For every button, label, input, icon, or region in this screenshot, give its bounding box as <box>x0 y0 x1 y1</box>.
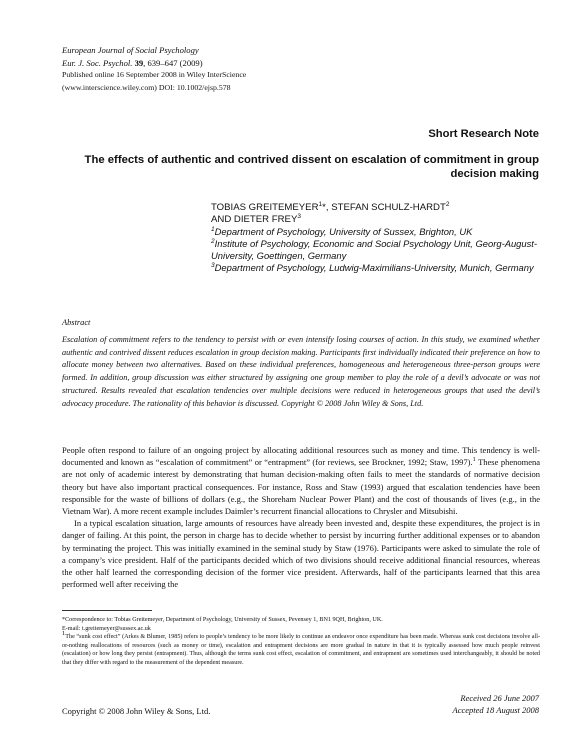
footnote-ref-1: 1 <box>472 456 476 464</box>
email-note: E-mail: t.greitemeyer@sussex.ac.uk <box>62 625 151 632</box>
paragraph-2: In a typical escalation situation, large amounts of resources have already been invested and, despite these expenditures, the project is in danger of failing. At this point, the person in charge has to decide whether to persist by incurring further additional expenses or to abandon by terminating the project. This was initially examined in the seminal study by Staw (1976). Participants were asked to simulate the role of a company’s vice president. Half of the participants decided which of two divisions should receive additional financial resources, whereas the other half learned the corresponding decision of the former vice president. Afterwards, half of the participants learned that this area performed well after receiving the <box>62 518 540 590</box>
author-list <box>211 202 531 226</box>
affiliation-2-text: Institute of Psychology, Economic and Social Psychology Unit, Georg-August-University, Goettingen, Germany <box>211 238 538 261</box>
published-online: Published online 16 September 2008 in Wiley InterScience <box>62 70 247 80</box>
affiliation-2 <box>211 238 541 262</box>
footnotes <box>62 616 540 668</box>
affiliation-1 <box>211 226 541 238</box>
affiliation-3 <box>211 262 541 274</box>
affiliation-1-sup: 1 <box>211 225 215 233</box>
corresponding-mark: * <box>322 202 326 213</box>
author-2: , STEFAN SCHULZ-HARDT <box>325 202 446 213</box>
paper-title: The effects of authentic and contrived dissent on escalation of commitment in group decision making <box>84 154 539 180</box>
footnote-1-sup: 1 <box>62 630 66 638</box>
affiliations <box>211 226 541 274</box>
affiliation-1-text: Department of Psychology, University of Sussex, Brighton, UK <box>214 226 473 237</box>
correspondence-note: *Correspondence to: Tobias Greitemeyer, Department of Psychology, University of Sussex, Pevensey 1, BN1 9QH, Brighton, UK. <box>62 617 383 623</box>
footnote-1 <box>62 630 540 667</box>
footnote-divider <box>62 610 152 611</box>
journal-abbrev: Eur. J. Soc. Psychol. <box>62 57 133 68</box>
affiliation-3-sup: 3 <box>211 261 215 269</box>
journal-pages: , 639–647 (2009) <box>143 57 203 68</box>
section-label: Short Research Note <box>428 128 539 140</box>
received-dates <box>453 693 539 716</box>
body-text <box>62 444 540 590</box>
journal-citation <box>62 57 246 70</box>
abstract-heading: Abstract <box>62 318 91 327</box>
author-2-sup: 2 <box>445 200 450 208</box>
journal-volume: 39 <box>134 57 144 68</box>
journal-doi: (www.interscience.wiley.com) DOI: 10.1002/ejsp.578 <box>62 82 231 92</box>
affiliation-2-sup: 2 <box>211 237 215 245</box>
journal-header <box>62 44 246 94</box>
author-3-sup: 3 <box>297 212 301 220</box>
abstract-text: Escalation of commitment refers to the tendency to persist with or even intensify losing courses of action. In this study, we examined whether authentic and contrived dissent reduces escalation in group decision making. Participants first individually indicated their preference on how to allocate money between two alternatives. Based on these individual preferences, homogeneous and heterogeneous three-person groups were formed. In addition, group discussion was either structured by assigning one group member to play the role of a devil’s advocate or was not structured. Results revealed that escalation tendencies over multiple decisions were reduced in heterogeneous groups that used the devil’s advocacy procedure. The rationality of this behavior is discussed. Copyright © 2008 John Wiley & Sons, Ltd. <box>62 335 540 408</box>
accepted-date: Accepted 18 August 2008 <box>452 704 539 715</box>
paragraph-1-part-b: These phenomena are not only of academic interest by demonstrating that human decision-making often fails to meet the standards of normative decision theory but have also important practical consequences. For instance, Ross and Staw (1993) argued that escalation tendencies have been responsible for the waste of billions of dollars (e.g., the Shoreham Nuclear Power Plant) and the cost of thousands of lives (e.g., in the Vietnam War). A more recent example includes Daimler’s recurrent financial allocations to Chrysler and Mitsubishi. <box>62 457 541 517</box>
paragraph-1 <box>62 444 540 517</box>
author-1: TOBIAS GREITEMEYER <box>211 202 319 213</box>
author-1-sup: 1 <box>318 200 323 208</box>
journal-name: European Journal of Social Psychology <box>62 45 199 55</box>
received-date: Received 26 June 2007 <box>460 693 539 703</box>
copyright-line: Copyright © 2008 John Wiley & Sons, Ltd. <box>62 706 211 716</box>
footnote-1-text: The “sunk cost effect” (Arkes & Blumer, 1985) refers to people’s tendency to be more likely to continue an endeavor once expenditure has been made. Whereas sunk cost decisions involve all-or-nothing reallocations of resources (such as money or time), escalation and entrapment decisions are more gradual in nature in that it is typically assessed how much people reinvest (escalation) or how long they persist (entrapment). Thus, although the terms sunk cost effect, escalation of commitment, and entrapment are sometimes used interchangeably, it should be noted that they differ with regard to the measurement of the dependent measure. <box>62 634 540 666</box>
author-3: AND DIETER FREY <box>211 214 298 225</box>
paragraph-1-part-a: People often respond to failure of an ongoing project by allocating additional resources such as money and time. This tendency is well-documented and known as “escalation of commitment” or “entrapment” (for reviews, see Brockner, 1992; Staw, 1997). <box>62 445 540 468</box>
affiliation-3-text: Department of Psychology, Ludwig-Maximilians-University, Munich, Germany <box>214 262 534 273</box>
